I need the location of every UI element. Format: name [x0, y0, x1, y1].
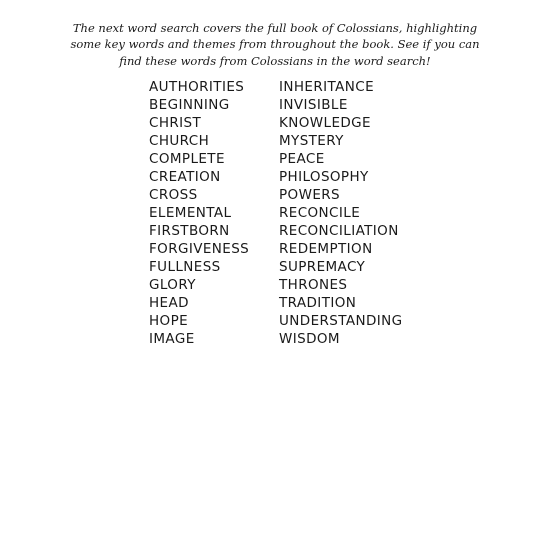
word-item: PHILOSOPHY — [279, 169, 369, 185]
word-item: PEACE — [279, 151, 325, 167]
word-item: CREATION — [149, 169, 221, 185]
word-item: INHERITANCE — [279, 79, 375, 95]
word-column-left — [149, 78, 279, 348]
word-item: INVISIBLE — [279, 97, 348, 113]
word-item: FIRSTBORN — [149, 223, 230, 239]
word-item: RECONCILE — [279, 205, 361, 221]
word-item: CHURCH — [149, 133, 210, 149]
word-item: MYSTERY — [279, 133, 344, 149]
word-item: COMPLETE — [149, 151, 225, 167]
word-column-right — [279, 78, 419, 348]
word-item: GLORY — [149, 277, 196, 293]
word-item: IMAGE — [149, 331, 195, 347]
word-item: SUPREMACY — [279, 259, 366, 275]
word-item: ELEMENTAL — [149, 205, 232, 221]
word-item: FORGIVENESS — [149, 241, 250, 257]
word-item: RECONCILIATION — [279, 223, 399, 239]
word-item: THRONES — [279, 277, 348, 293]
word-item: CROSS — [149, 187, 198, 203]
word-item: KNOWLEDGE — [279, 115, 371, 131]
word-item: FULLNESS — [149, 259, 221, 275]
word-item: AUTHORITIES — [149, 79, 245, 95]
word-item: POWERS — [279, 187, 340, 203]
word-item: TRADITION — [279, 295, 357, 311]
word-item: BEGINNING — [149, 97, 230, 113]
word-item: WISDOM — [279, 331, 340, 347]
intro-paragraph: The next word search covers the full book of Colossians, highlighting some key words and themes from throughout the book. See if you can find these words from Colossians in the word search! — [70, 20, 480, 68]
word-item: UNDERSTANDING — [279, 313, 403, 329]
word-list — [149, 78, 419, 348]
word-item: HEAD — [149, 295, 189, 311]
word-item: HOPE — [149, 313, 189, 329]
word-item: CHRIST — [149, 115, 202, 131]
word-item: REDEMPTION — [279, 241, 373, 257]
